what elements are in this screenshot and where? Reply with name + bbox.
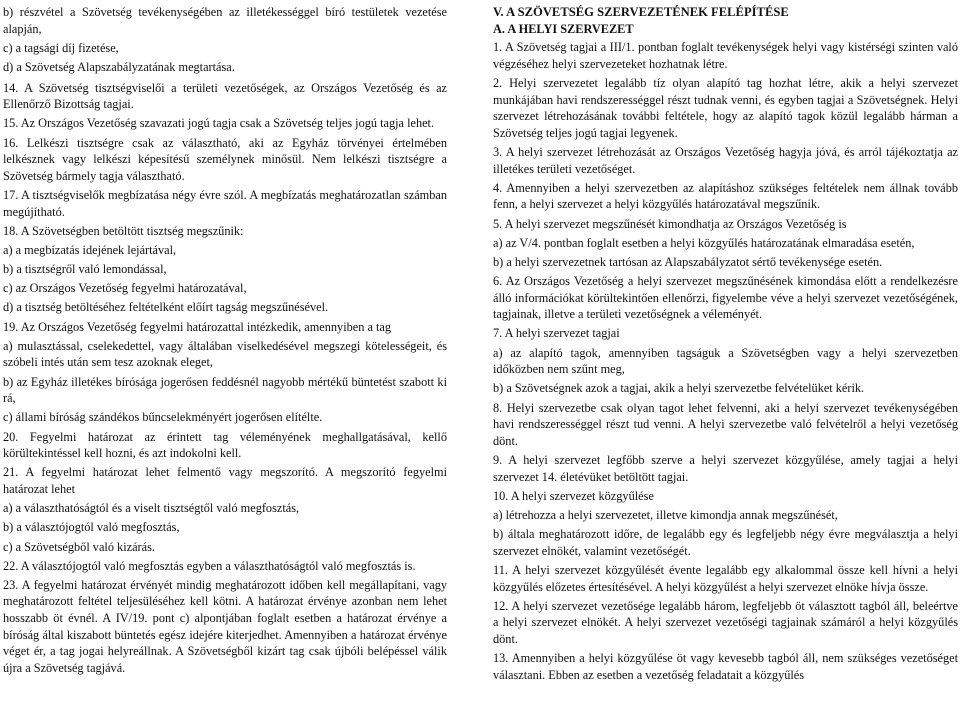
right-paragraph-1: 2. Helyi szervezetet legalább tíz olyan alapító tag hozhat létre, akik a helyi szervezet munkájában havi rendszerességgel részt tudnak venni, és egyben tagjai a Szövetségnek. Helyi szervezet létrehozásának további feltétele, hogy az alapító tagok közül legalább hárman a Szövetség teljes jogú tagjai legyenek. [493,75,958,140]
left-paragraph-22: 23. A fegyelmi határozat érvényét mindig meghatározott időben kell megállapítani, vagy meghatározott feltétel teljesüléséhez kell kötni. A határozat érvénye azonban nem lehet hosszabb öt évnél. A IV/19. pont c) alpontjában foglalt esetben a határozat érvénye a bíróság által kiszabott büntetés egész idejére kiterjedhet. Amennyiben a határozat érvénye véget ér, a tag jogai helyreállnak. A Szövetségből kizárt tag csak újbóli belépéssel válik újra a Szövetség tagjává. [3,577,447,675]
left-paragraph-18: a) a választhatóságtól és a viselt tisztségtől való megfosztás, [3,501,300,516]
left-paragraph-6: 17. A tisztségviselők megbízatása négy évre szól. A megbízatás meghatározatlan számban megújítható. [3,187,447,219]
right-paragraph-4: 5. A helyi szervezet megszűnését kimondhatja az Országos Vezetőség is [493,216,847,231]
left-paragraph-10: c) az Országos Vezetőség fegyelmi határozatával, [3,281,247,296]
left-paragraph-1: c) a tagsági díj fizetése, [3,40,119,55]
section-title: A. A HELYI SZERVEZET [493,21,634,36]
left-paragraph-5: 16. Lelkészi tisztségre csak az választható, aki az Egyház törvényei értelmében lelkésznek vagy lelkészi képesítésű személynek minősül. Nem lelkészi tisztségre a Szövetség bármely tagja választható. [3,135,447,183]
right-paragraph-14: a) létrehozza a helyi szervezetet, illetve kimondja annak megszűnését, [493,507,838,522]
right-paragraph-18: 13. Amennyiben a helyi közgyűlése öt vagy kevesebb tagból áll, nem szükséges vezetőséget választani. Ebben az esetben a vezetőség feladatait a közgyűlés [493,651,958,682]
left-paragraph-0: b) részvétel a Szövetség tevékenységében az illetékességgel bíró testületek vezetése alapján, [3,5,447,36]
right-paragraph-16: 11. A helyi szervezet közgyűlését évente legalább egy alkalommal össze kell hívni a helyi közgyűlés előzetes értesítésével. A helyi közgyűlést a helyi szervezet elnöke hívja össze. [493,562,958,594]
left-paragraph-17: 21. A fegyelmi határozat lehet felmentő vagy megszorító. A megszorító fegyelmi határozat lehet [3,465,447,496]
left-paragraph-7: 18. A Szövetségben betöltött tisztség megszűnik: [3,223,244,238]
left-paragraph-2: d) a Szövetség Alapszabályzatának megtartása. [3,59,235,74]
right-paragraph-8: 7. A helyi szervezet tagjai [493,326,620,341]
right-paragraph-5: a) az V/4. pontban foglalt esetben a helyi közgyűlés határozatának elmaradása esetén, [493,235,915,250]
left-paragraph-14: b) az Egyház illetékes bírósága jogerősen feddésnél nagyobb mértékű büntetést szabott ki rá, [3,374,447,406]
left-paragraph-20: c) a Szövetségből való kizárás. [3,539,155,554]
right-paragraph-2: 3. A helyi szervezet létrehozását az Országos Vezetőség hagyja jóvá, és arról tájékoztatja az illetékes területi vezetőséget. [493,144,958,176]
left-paragraph-21: 22. A választójogtól való megfosztás egyben a választhatóságtól való megfosztás is. [3,558,416,573]
left-paragraph-8: a) a megbízatás idejének lejártával, [3,242,177,257]
left-paragraph-11: d) a tisztség betöltéséhez feltételként előírt tagság megszűnésével. [3,300,329,315]
left-paragraph-12: 19. Az Országos Vezetőség fegyelmi határozattal intézkedik, amennyiben a tag [3,319,392,334]
left-paragraph-15: c) állami bíróság szándékos bűncselekményért jogerősen elítélte. [3,410,323,425]
left-paragraph-4: 15. Az Országos Vezetőség szavazati jogú tagja csak a Szövetség teljes jogú tagja lehet. [3,116,435,131]
right-paragraph-9: a) az alapító tagok, amennyiben tagságuk a Szövetségben vagy a helyi szervezetben időközben nem szűnt meg, [493,345,958,377]
right-paragraph-12: 9. A helyi szervezet legfőbb szerve a helyi szervezet közgyűlése, amely tagjai a helyi szervezet 14. életévüket betöltött tagjai. [493,452,958,484]
left-column [3,4,447,679]
right-paragraph-0: 1. A Szövetség tagjai a III/1. pontban foglalt tevékenységek helyi vagy kistérségi szinten való végzéséhez helyi szervezeteket hozhatnak létre. [493,40,958,71]
left-paragraph-16: 20. Fegyelmi határozat az érintett tag véleményének meghallgatásával, kellő körültekintéssel kell hozni, és azt indokolni kell. [3,429,447,461]
left-paragraph-3: 14. A Szövetség tisztségviselői a területi vezetőségek, az Országos Vezetőség és az Ellenőrző Bizottság tagjai. [3,80,447,112]
right-paragraph-6: b) a helyi szervezetnek tartósan az Alapszabályzatot sértő tevékenysége esetén. [493,254,883,269]
right-paragraph-10: b) a Szövetségnek azok a tagjai, akik a helyi szervezetbe felvételüket kérik. [493,381,865,396]
left-paragraph-13: a) mulasztással, cselekedettel, vagy általában viselkedésével megszegi kötelességeit, és szóbeli intés után sem tesz azoknak eleget, [3,338,447,370]
right-column [493,4,958,683]
right-paragraph-13: 10. A helyi szervezet közgyűlése [493,488,654,503]
right-paragraph-7: 6. Az Országos Vezetőség a helyi szervezet megszűnésének kimondása előtt a rendelkezésre álló információkat körültekintően ellenőrzi, figyelembe véve a helyi szervezet vezetőségének, tagjainak, illetve a területi vezetőségnek a véleményét. [493,274,958,322]
right-paragraph-17: 12. A helyi szervezet vezetősége legalább három, legfeljebb öt választott tagból áll, beleértve a helyi szervezet elnökét. A helyi szervezet vezetőségi tagjainak számáról a helyi közgyűlés dönt. [493,598,958,646]
left-paragraph-9: b) a tisztségről való lemondással, [3,262,167,277]
right-paragraph-15: b) általa meghatározott időre, de legalább egy és legfeljebb négy évre megválasztja a helyi szervezet elnökét, valamint vezetőségét. [493,527,958,558]
left-paragraph-19: b) a választójogtól való megfosztás, [3,520,180,535]
chapter-title: V. A SZÖVETSÉG SZERVEZETÉNEK FELÉPÍTÉSE [493,5,789,19]
right-paragraph-11: 8. Helyi szervezetbe csak olyan tagot lehet felvenni, aki a helyi szervezet tevékenységében havi rendszerességgel részt tud venni. A helyi szervezetbe való felvételről a helyi vezetőség dönt. [493,400,958,448]
right-paragraph-3: 4. Amennyiben a helyi szervezetben az alapításhoz szükséges feltételek nem állnak tovább fenn, a helyi szervezet a helyi közgyűlés határozatával megszűnik. [493,180,958,212]
